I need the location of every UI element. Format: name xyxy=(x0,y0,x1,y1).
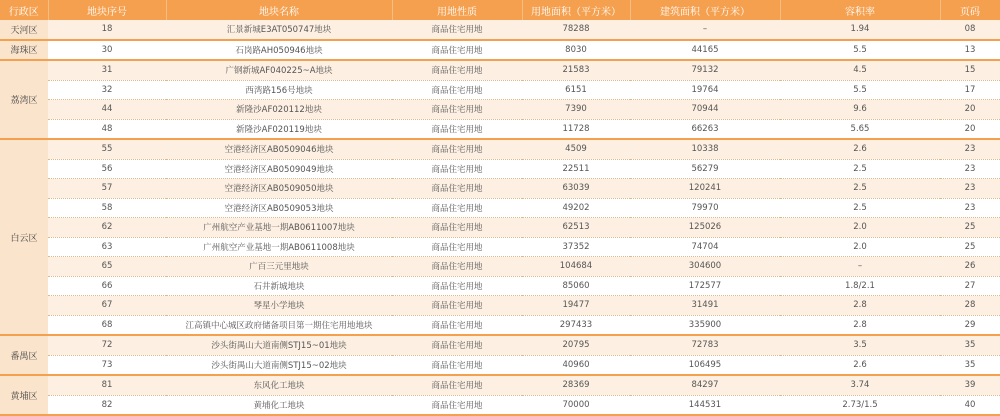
table-row xyxy=(0,395,1000,415)
parcel-number-cell: 81 xyxy=(48,375,166,395)
floor-area-cell: 31491 xyxy=(630,296,780,316)
header-land-area: 用地面积（平方米） xyxy=(522,0,630,20)
floor-area-cell: 19764 xyxy=(630,80,780,100)
land-use-cell: 商品住宅用地 xyxy=(392,40,522,61)
floor-area-cell: 79970 xyxy=(630,198,780,218)
parcel-number-cell: 66 xyxy=(48,276,166,296)
parcel-name-cell: 空港经济区AB0509050地块 xyxy=(166,179,392,199)
floor-area-cell: 66263 xyxy=(630,119,780,139)
parcel-number-cell: 48 xyxy=(48,119,166,139)
parcel-name-cell: 广州航空产业基地一期AB0611007地块 xyxy=(166,218,392,238)
floor-area-cell: 106495 xyxy=(630,355,780,375)
plot-ratio-cell: 2.0 xyxy=(780,218,940,238)
parcel-number-cell: 62 xyxy=(48,218,166,238)
parcel-number-cell: 31 xyxy=(48,60,166,80)
plot-ratio-cell: 2.5 xyxy=(780,179,940,199)
land-area-cell: 70000 xyxy=(522,395,630,415)
table-row xyxy=(0,315,1000,335)
floor-area-cell: 84297 xyxy=(630,375,780,395)
parcel-number-cell: 55 xyxy=(48,139,166,159)
floor-area-cell: 120241 xyxy=(630,179,780,199)
land-use-cell: 商品住宅用地 xyxy=(392,139,522,159)
parcel-name-cell: 空港经济区AB0509046地块 xyxy=(166,139,392,159)
header-district: 行政区 xyxy=(0,0,48,20)
parcel-number-cell: 30 xyxy=(48,40,166,61)
page-cell: 08 xyxy=(940,20,1000,40)
land-area-cell: 63039 xyxy=(522,179,630,199)
parcel-name-cell: 新隆沙AF020119地块 xyxy=(166,119,392,139)
land-use-cell: 商品住宅用地 xyxy=(392,257,522,277)
land-use-cell: 商品住宅用地 xyxy=(392,179,522,199)
table-row xyxy=(0,159,1000,179)
district-cell: 荔湾区 xyxy=(0,60,48,139)
table-row xyxy=(0,139,1000,159)
table-row xyxy=(0,276,1000,296)
plot-ratio-cell: 1.94 xyxy=(780,20,940,40)
floor-area-cell: 44165 xyxy=(630,40,780,61)
parcel-number-cell: 18 xyxy=(48,20,166,40)
floor-area-cell: 304600 xyxy=(630,257,780,277)
table-row xyxy=(0,60,1000,80)
land-use-cell: 商品住宅用地 xyxy=(392,395,522,415)
page-cell: 27 xyxy=(940,276,1000,296)
district-cell: 白云区 xyxy=(0,139,48,335)
parcel-name-cell: 广百三元里地块 xyxy=(166,257,392,277)
page-cell: 20 xyxy=(940,119,1000,139)
plot-ratio-cell: 4.5 xyxy=(780,60,940,80)
land-area-cell: 62513 xyxy=(522,218,630,238)
table-row xyxy=(0,80,1000,100)
header-floor-area: 建筑面积（平方米） xyxy=(630,0,780,20)
page-cell: 25 xyxy=(940,237,1000,257)
plot-ratio-cell: 2.5 xyxy=(780,159,940,179)
land-use-cell: 商品住宅用地 xyxy=(392,119,522,139)
parcel-name-cell: 石岗路AH050946地块 xyxy=(166,40,392,61)
table-row xyxy=(0,355,1000,375)
land-use-cell: 商品住宅用地 xyxy=(392,60,522,80)
land-area-cell: 104684 xyxy=(522,257,630,277)
land-area-cell: 78288 xyxy=(522,20,630,40)
table-row xyxy=(0,40,1000,61)
floor-area-cell: 74704 xyxy=(630,237,780,257)
table-row xyxy=(0,237,1000,257)
parcel-number-cell: 32 xyxy=(48,80,166,100)
parcel-number-cell: 72 xyxy=(48,335,166,355)
land-use-cell: 商品住宅用地 xyxy=(392,375,522,395)
parcel-name-cell: 西湾路156号地块 xyxy=(166,80,392,100)
land-area-cell: 49202 xyxy=(522,198,630,218)
page-cell: 35 xyxy=(940,355,1000,375)
district-cell: 天河区 xyxy=(0,20,48,40)
page-cell: 35 xyxy=(940,335,1000,355)
parcel-name-cell: 江高镇中心城区政府储备项目第一期住宅用地地块 xyxy=(166,315,392,335)
parcel-number-cell: 67 xyxy=(48,296,166,316)
parcel-name-cell: 琴星小学地块 xyxy=(166,296,392,316)
table-row xyxy=(0,218,1000,238)
land-use-cell: 商品住宅用地 xyxy=(392,198,522,218)
land-use-cell: 商品住宅用地 xyxy=(392,159,522,179)
table-row xyxy=(0,100,1000,120)
parcel-name-cell: 石井新城地块 xyxy=(166,276,392,296)
table-row xyxy=(0,375,1000,395)
plot-ratio-cell: 2.6 xyxy=(780,355,940,375)
parcel-name-cell: 沙头街禺山大道南侧STJ15~01地块 xyxy=(166,335,392,355)
parcel-name-cell: 广州航空产业基地一期AB0611008地块 xyxy=(166,237,392,257)
parcel-number-cell: 44 xyxy=(48,100,166,120)
parcel-number-cell: 82 xyxy=(48,395,166,415)
page-cell: 23 xyxy=(940,159,1000,179)
page-cell: 23 xyxy=(940,139,1000,159)
plot-ratio-cell: 2.73/1.5 xyxy=(780,395,940,415)
land-area-cell: 22511 xyxy=(522,159,630,179)
page-cell: 40 xyxy=(940,395,1000,415)
parcel-number-cell: 63 xyxy=(48,237,166,257)
land-use-cell: 商品住宅用地 xyxy=(392,315,522,335)
table-row xyxy=(0,335,1000,355)
land-area-cell: 21583 xyxy=(522,60,630,80)
parcel-name-cell: 东风化工地块 xyxy=(166,375,392,395)
page-cell: 15 xyxy=(940,60,1000,80)
parcel-number-cell: 65 xyxy=(48,257,166,277)
plot-ratio-cell: 9.6 xyxy=(780,100,940,120)
land-use-cell: 商品住宅用地 xyxy=(392,355,522,375)
plot-ratio-cell: 2.5 xyxy=(780,198,940,218)
land-use-cell: 商品住宅用地 xyxy=(392,296,522,316)
header-parcel-number: 地块序号 xyxy=(48,0,166,20)
page-cell: 20 xyxy=(940,100,1000,120)
page-cell: 39 xyxy=(940,375,1000,395)
page-cell: 23 xyxy=(940,198,1000,218)
plot-ratio-cell: 3.5 xyxy=(780,335,940,355)
plot-ratio-cell: 2.8 xyxy=(780,296,940,316)
floor-area-cell: 172577 xyxy=(630,276,780,296)
land-area-cell: 6151 xyxy=(522,80,630,100)
land-area-cell: 28369 xyxy=(522,375,630,395)
land-area-cell: 4509 xyxy=(522,139,630,159)
land-area-cell: 20795 xyxy=(522,335,630,355)
table-header-row xyxy=(0,0,1000,20)
parcel-number-cell: 68 xyxy=(48,315,166,335)
parcel-name-cell: 汇景新城E3AT050747地块 xyxy=(166,20,392,40)
floor-area-cell: 335900 xyxy=(630,315,780,335)
land-use-cell: 商品住宅用地 xyxy=(392,276,522,296)
page-cell: 13 xyxy=(940,40,1000,61)
plot-ratio-cell: 5.65 xyxy=(780,119,940,139)
header-parcel-name: 地块名称 xyxy=(166,0,392,20)
plot-ratio-cell: 2.0 xyxy=(780,237,940,257)
land-area-cell: 85060 xyxy=(522,276,630,296)
table-body xyxy=(0,20,1000,415)
page-cell: 17 xyxy=(940,80,1000,100)
table-row xyxy=(0,296,1000,316)
land-use-cell: 商品住宅用地 xyxy=(392,100,522,120)
plot-ratio-cell: 5.5 xyxy=(780,80,940,100)
page-cell: 29 xyxy=(940,315,1000,335)
land-area-cell: 297433 xyxy=(522,315,630,335)
floor-area-cell: 79132 xyxy=(630,60,780,80)
land-use-cell: 商品住宅用地 xyxy=(392,237,522,257)
floor-area-cell: 125026 xyxy=(630,218,780,238)
plot-ratio-cell: 3.74 xyxy=(780,375,940,395)
floor-area-cell: 144531 xyxy=(630,395,780,415)
table-row xyxy=(0,20,1000,40)
parcel-number-cell: 58 xyxy=(48,198,166,218)
parcel-name-cell: 广钢新城AF040225~A地块 xyxy=(166,60,392,80)
table-row xyxy=(0,179,1000,199)
land-use-cell: 商品住宅用地 xyxy=(392,335,522,355)
page-cell: 23 xyxy=(940,179,1000,199)
parcel-name-cell: 黄埔化工地块 xyxy=(166,395,392,415)
parcel-name-cell: 沙头街禺山大道南侧STJ15~02地块 xyxy=(166,355,392,375)
floor-area-cell: 70944 xyxy=(630,100,780,120)
plot-ratio-cell: 2.6 xyxy=(780,139,940,159)
parcel-name-cell: 新隆沙AF020112地块 xyxy=(166,100,392,120)
land-use-cell: 商品住宅用地 xyxy=(392,218,522,238)
land-use-cell: 商品住宅用地 xyxy=(392,80,522,100)
header-plot-ratio: 容积率 xyxy=(780,0,940,20)
land-area-cell: 19477 xyxy=(522,296,630,316)
page-cell: 26 xyxy=(940,257,1000,277)
parcel-number-cell: 73 xyxy=(48,355,166,375)
land-area-cell: 37352 xyxy=(522,237,630,257)
header-page: 页码 xyxy=(940,0,1000,20)
plot-ratio-cell: 1.8/2.1 xyxy=(780,276,940,296)
floor-area-cell: 72783 xyxy=(630,335,780,355)
land-use-cell: 商品住宅用地 xyxy=(392,20,522,40)
parcel-number-cell: 56 xyxy=(48,159,166,179)
page-cell: 25 xyxy=(940,218,1000,238)
plot-ratio-cell: 5.5 xyxy=(780,40,940,61)
floor-area-cell: 10338 xyxy=(630,139,780,159)
table-row xyxy=(0,198,1000,218)
page-cell: 28 xyxy=(940,296,1000,316)
floor-area-cell: – xyxy=(630,20,780,40)
land-area-cell: 40960 xyxy=(522,355,630,375)
district-cell: 黄埔区 xyxy=(0,375,48,415)
parcel-name-cell: 空港经济区AB0509049地块 xyxy=(166,159,392,179)
header-land-use: 用地性质 xyxy=(392,0,522,20)
land-area-cell: 8030 xyxy=(522,40,630,61)
table-row xyxy=(0,257,1000,277)
district-cell: 番禺区 xyxy=(0,335,48,375)
parcel-name-cell: 空港经济区AB0509053地块 xyxy=(166,198,392,218)
floor-area-cell: 56279 xyxy=(630,159,780,179)
plot-ratio-cell: 2.8 xyxy=(780,315,940,335)
land-area-cell: 7390 xyxy=(522,100,630,120)
table-row xyxy=(0,119,1000,139)
district-cell: 海珠区 xyxy=(0,40,48,61)
land-area-cell: 11728 xyxy=(522,119,630,139)
parcel-number-cell: 57 xyxy=(48,179,166,199)
plot-ratio-cell: – xyxy=(780,257,940,277)
